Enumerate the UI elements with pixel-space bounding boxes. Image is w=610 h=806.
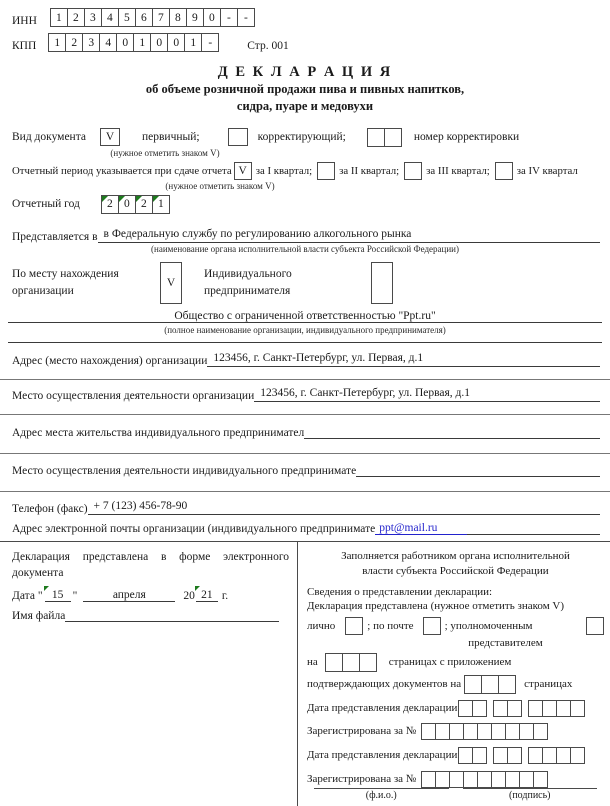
form-cell[interactable]: - <box>201 33 219 52</box>
pages-label: страницах с приложением <box>388 656 512 669</box>
form-cell[interactable] <box>359 653 377 672</box>
form-title: Д Е К Л А Р А Ц И Я <box>217 64 393 80</box>
form-cell[interactable] <box>528 747 543 764</box>
period-label: Отчетный период указывается при сдаче отчета <box>12 164 232 177</box>
q4-checkbox[interactable] <box>495 162 513 180</box>
primary-checkbox[interactable]: V <box>100 128 120 146</box>
date2-yyyy <box>529 747 585 764</box>
form-cell[interactable]: 0 <box>118 195 136 214</box>
inn-cells <box>51 8 255 27</box>
form-cell[interactable] <box>491 771 506 788</box>
email-link[interactable]: ppt@mail.ru <box>375 522 467 535</box>
form-cell[interactable]: 4 <box>99 33 117 52</box>
form-cell[interactable] <box>421 723 436 740</box>
form-cell[interactable] <box>472 747 487 764</box>
date2-label: Дата представления декларации <box>307 749 458 762</box>
form-cell[interactable]: 2 <box>65 33 83 52</box>
form-cell[interactable] <box>463 723 478 740</box>
org-name-note: (полное наименование организации, индивидуального предпринимателя) <box>164 324 446 335</box>
representative-label: представителем <box>468 636 543 649</box>
email-label: Адрес электронной почты организации (индивидуального предпринимате <box>12 522 376 535</box>
page-number: Стр. 001 <box>247 40 289 52</box>
date1-row <box>307 700 604 717</box>
electronic-date-row <box>12 589 289 602</box>
reg2-row <box>307 771 604 788</box>
form-cell[interactable]: 1 <box>48 33 66 52</box>
docs-row <box>307 675 604 694</box>
divider <box>0 414 610 415</box>
form-cell[interactable]: 3 <box>84 8 102 27</box>
divider <box>0 379 610 380</box>
correction-number-label: номер корректировки <box>413 131 520 144</box>
divider <box>0 491 610 492</box>
form-cell[interactable] <box>493 747 508 764</box>
phone-row <box>0 500 610 515</box>
form-cell[interactable]: 0 <box>150 33 168 52</box>
form-cell[interactable] <box>472 700 487 717</box>
by-mail-checkbox[interactable] <box>423 617 441 635</box>
form-cell[interactable]: 2 <box>135 195 153 214</box>
org-address-label: Адрес (место нахождения) организации <box>12 354 208 367</box>
location-ip-label: Индивидуального предпринимателя <box>204 267 292 297</box>
reg2-label: Зарегистрирована за № <box>307 773 417 786</box>
corrective-label: корректирующий; <box>257 131 346 144</box>
form-cell[interactable]: 0 <box>203 8 221 27</box>
official-header-line1: Заполняется работником органа исполнительной <box>341 549 570 562</box>
form-cell[interactable] <box>507 700 522 717</box>
by-mail-label: ; по почте <box>367 619 414 632</box>
sign-label: (подпись) <box>508 789 551 801</box>
form-cell[interactable] <box>507 747 522 764</box>
submitted-to-field[interactable]: в Федеральную службу по регулированию алкогольного рынка <box>98 228 600 243</box>
location-row <box>0 262 610 304</box>
form-cell[interactable] <box>505 723 520 740</box>
form-cell[interactable] <box>519 723 534 740</box>
info-label: Сведения о представлении декларации: <box>307 585 493 598</box>
form-cell[interactable] <box>556 700 571 717</box>
doc-type-note: (нужное отметить знаком V) <box>110 147 220 158</box>
form-cell[interactable] <box>542 747 557 764</box>
pages-cells <box>326 653 377 672</box>
form-cell[interactable] <box>498 675 516 694</box>
form-cell[interactable] <box>449 723 464 740</box>
inn-row <box>0 8 610 27</box>
filename-field[interactable] <box>65 607 279 622</box>
submitted-to-row <box>0 228 610 243</box>
authorized-label: ; уполномоченным <box>444 619 533 632</box>
form-cell[interactable] <box>519 771 534 788</box>
fio-line[interactable] <box>314 788 449 789</box>
form-cell[interactable] <box>493 700 508 717</box>
form-cell[interactable]: - <box>237 8 255 27</box>
divider <box>0 453 610 454</box>
ip-address-row <box>0 424 610 439</box>
year-cells <box>102 195 170 214</box>
form-cell[interactable]: 1 <box>50 8 68 27</box>
form-cell[interactable]: 1 <box>184 33 202 52</box>
q2-label: за II квартал; <box>339 164 400 177</box>
year-label: Отчетный год <box>12 198 80 211</box>
org-name-extra-line[interactable] <box>8 342 602 343</box>
kpp-row <box>0 33 610 52</box>
submitted-to-label: Представляется в <box>12 230 98 243</box>
form-cell[interactable] <box>542 700 557 717</box>
q3-label: за III квартал; <box>426 164 490 177</box>
form-cell[interactable] <box>477 771 492 788</box>
form-cell[interactable] <box>449 771 464 788</box>
day-field[interactable]: 15 <box>45 589 71 602</box>
reg1-row <box>307 723 604 740</box>
docs-cells <box>465 675 516 694</box>
form-cell[interactable] <box>421 771 436 788</box>
q1-label: за I квартал; <box>255 164 313 177</box>
form-cell[interactable] <box>533 771 548 788</box>
location-org-label: По месту нахождения организации <box>12 267 119 297</box>
in-person-checkbox[interactable] <box>345 617 363 635</box>
form-cell[interactable] <box>528 700 543 717</box>
doc-type-row <box>0 128 610 147</box>
form-cell[interactable]: 1 <box>152 195 170 214</box>
date1-dd <box>459 700 487 717</box>
form-subtitle-line1: об объеме розничной продажи пива и пивных напитков, <box>145 82 465 96</box>
phone-field[interactable]: + 7 (123) 456-78-90 <box>88 500 600 515</box>
q2-checkbox[interactable] <box>317 162 335 180</box>
form-cell[interactable] <box>464 675 482 694</box>
period-row <box>0 162 610 180</box>
form-cell[interactable]: 4 <box>101 8 119 27</box>
form-cell[interactable]: 2 <box>101 195 119 214</box>
sign-signature <box>463 788 598 801</box>
date2-row <box>307 747 604 764</box>
reg2-cells <box>422 771 548 788</box>
form-cell[interactable] <box>458 700 473 717</box>
form-cell[interactable] <box>435 723 450 740</box>
q3-checkbox[interactable] <box>404 162 422 180</box>
in-person-label: лично <box>307 619 336 632</box>
location-ip-checkbox[interactable] <box>371 262 393 304</box>
filename-row <box>12 607 289 622</box>
org-address-row <box>0 352 610 367</box>
form-cell[interactable] <box>367 128 385 147</box>
electronic-column <box>0 542 297 806</box>
year-suffix: г. <box>221 589 229 602</box>
ip-activity-row <box>0 462 610 477</box>
form-cell[interactable] <box>505 771 520 788</box>
date1-mm <box>494 700 522 717</box>
inn-label: ИНН <box>12 15 37 27</box>
year-row <box>0 195 610 214</box>
date2-mm <box>494 747 522 764</box>
on-label: на <box>307 656 318 669</box>
form-cell[interactable] <box>384 128 402 147</box>
form-cell[interactable]: 3 <box>82 33 100 52</box>
reg1-cells <box>422 723 548 740</box>
ip-address-label: Адрес места жительства индивидуального предпринимател <box>12 426 305 439</box>
email-field-line[interactable] <box>467 520 600 535</box>
sign-line[interactable] <box>463 788 598 789</box>
org-activity-row <box>0 387 610 402</box>
delivery-method-row <box>307 617 604 635</box>
pages-row <box>307 653 604 672</box>
date1-label: Дата представления декларации <box>307 702 458 715</box>
org-name-field[interactable]: Общество с ограниченной ответственностью "Ppt.ru" <box>8 310 602 323</box>
form-cell[interactable]: 8 <box>169 8 187 27</box>
bottom-section <box>0 541 610 806</box>
form-cell[interactable]: 9 <box>186 8 204 27</box>
q1-checkbox[interactable]: V <box>234 162 252 180</box>
form-cell[interactable] <box>458 747 473 764</box>
corrective-checkbox[interactable] <box>228 128 248 146</box>
reg1-label: Зарегистрирована за № <box>307 725 417 738</box>
doc-type-label: Вид документа <box>12 131 86 144</box>
ip-activity-field[interactable] <box>356 462 600 477</box>
quote-close: " <box>72 589 78 602</box>
docs-pages-label: страницах <box>524 678 573 691</box>
form-cell[interactable] <box>556 747 571 764</box>
kpp-cells <box>49 33 219 52</box>
electronic-statement: Декларация представлена в форме электронного документа <box>12 550 289 579</box>
period-note: (нужное отметить знаком V) <box>165 180 275 191</box>
form-cell[interactable] <box>491 723 506 740</box>
quote-open: " <box>37 589 43 602</box>
location-org-checkbox[interactable]: V <box>160 262 182 304</box>
kpp-label: КПП <box>12 40 37 52</box>
form-cell[interactable] <box>463 771 478 788</box>
fio-signature <box>314 788 449 801</box>
signature-row <box>307 788 604 801</box>
submitted-label: Декларация представлена (нужное отметить знаком V) <box>307 599 565 612</box>
form-cell[interactable] <box>342 653 360 672</box>
form-cell[interactable]: 0 <box>116 33 134 52</box>
form-cell[interactable]: 1 <box>133 33 151 52</box>
form-cell[interactable]: 2 <box>67 8 85 27</box>
org-address-field[interactable]: 123456, г. Санкт-Петербург, ул. Первая, д.1 <box>207 352 600 367</box>
email-row <box>0 520 610 535</box>
form-cell[interactable] <box>477 723 492 740</box>
correction-number-cells <box>368 128 402 147</box>
date1-yyyy <box>529 700 585 717</box>
docs-label: подтверждающих документов на <box>307 678 462 691</box>
filename-label: Имя файла <box>12 609 66 622</box>
form-cell[interactable]: 7 <box>152 8 170 27</box>
form-cell[interactable] <box>533 723 548 740</box>
ip-address-field[interactable] <box>304 424 600 439</box>
month-field[interactable]: апреля <box>83 589 175 602</box>
fio-label: (ф.и.о.) <box>365 789 397 801</box>
form-cell[interactable] <box>325 653 343 672</box>
official-header-line2: власти субъекта Российской Федерации <box>362 565 549 578</box>
official-column <box>297 542 610 806</box>
form-cell[interactable]: 6 <box>135 8 153 27</box>
date2-dd <box>459 747 487 764</box>
submitted-to-note: (наименование органа исполнительной власти субъекта Российской Федерации) <box>151 243 459 254</box>
form-cell[interactable] <box>570 700 585 717</box>
form-cell[interactable]: 0 <box>167 33 185 52</box>
phone-label: Телефон (факс) <box>12 502 88 515</box>
authorized-checkbox[interactable] <box>586 617 604 635</box>
primary-label: первичный; <box>141 131 200 144</box>
q4-label: за IV квартал <box>516 164 578 177</box>
year2-field[interactable]: 21 <box>196 589 218 602</box>
century-label: 20 <box>183 589 195 602</box>
ip-activity-label: Место осуществления деятельности индивидуального предпринимате <box>12 464 357 477</box>
org-activity-label: Место осуществления деятельности организации <box>12 389 255 402</box>
form-cell[interactable] <box>435 771 450 788</box>
form-cell[interactable]: - <box>220 8 238 27</box>
org-activity-field[interactable]: 123456, г. Санкт-Петербург, ул. Первая, д.1 <box>254 387 600 402</box>
form-cell[interactable] <box>481 675 499 694</box>
form-subtitle-line2: сидра, пуаре и медовухи <box>236 98 374 113</box>
date-label: Дата <box>12 589 35 602</box>
form-cell[interactable] <box>570 747 585 764</box>
form-cell[interactable]: 5 <box>118 8 136 27</box>
